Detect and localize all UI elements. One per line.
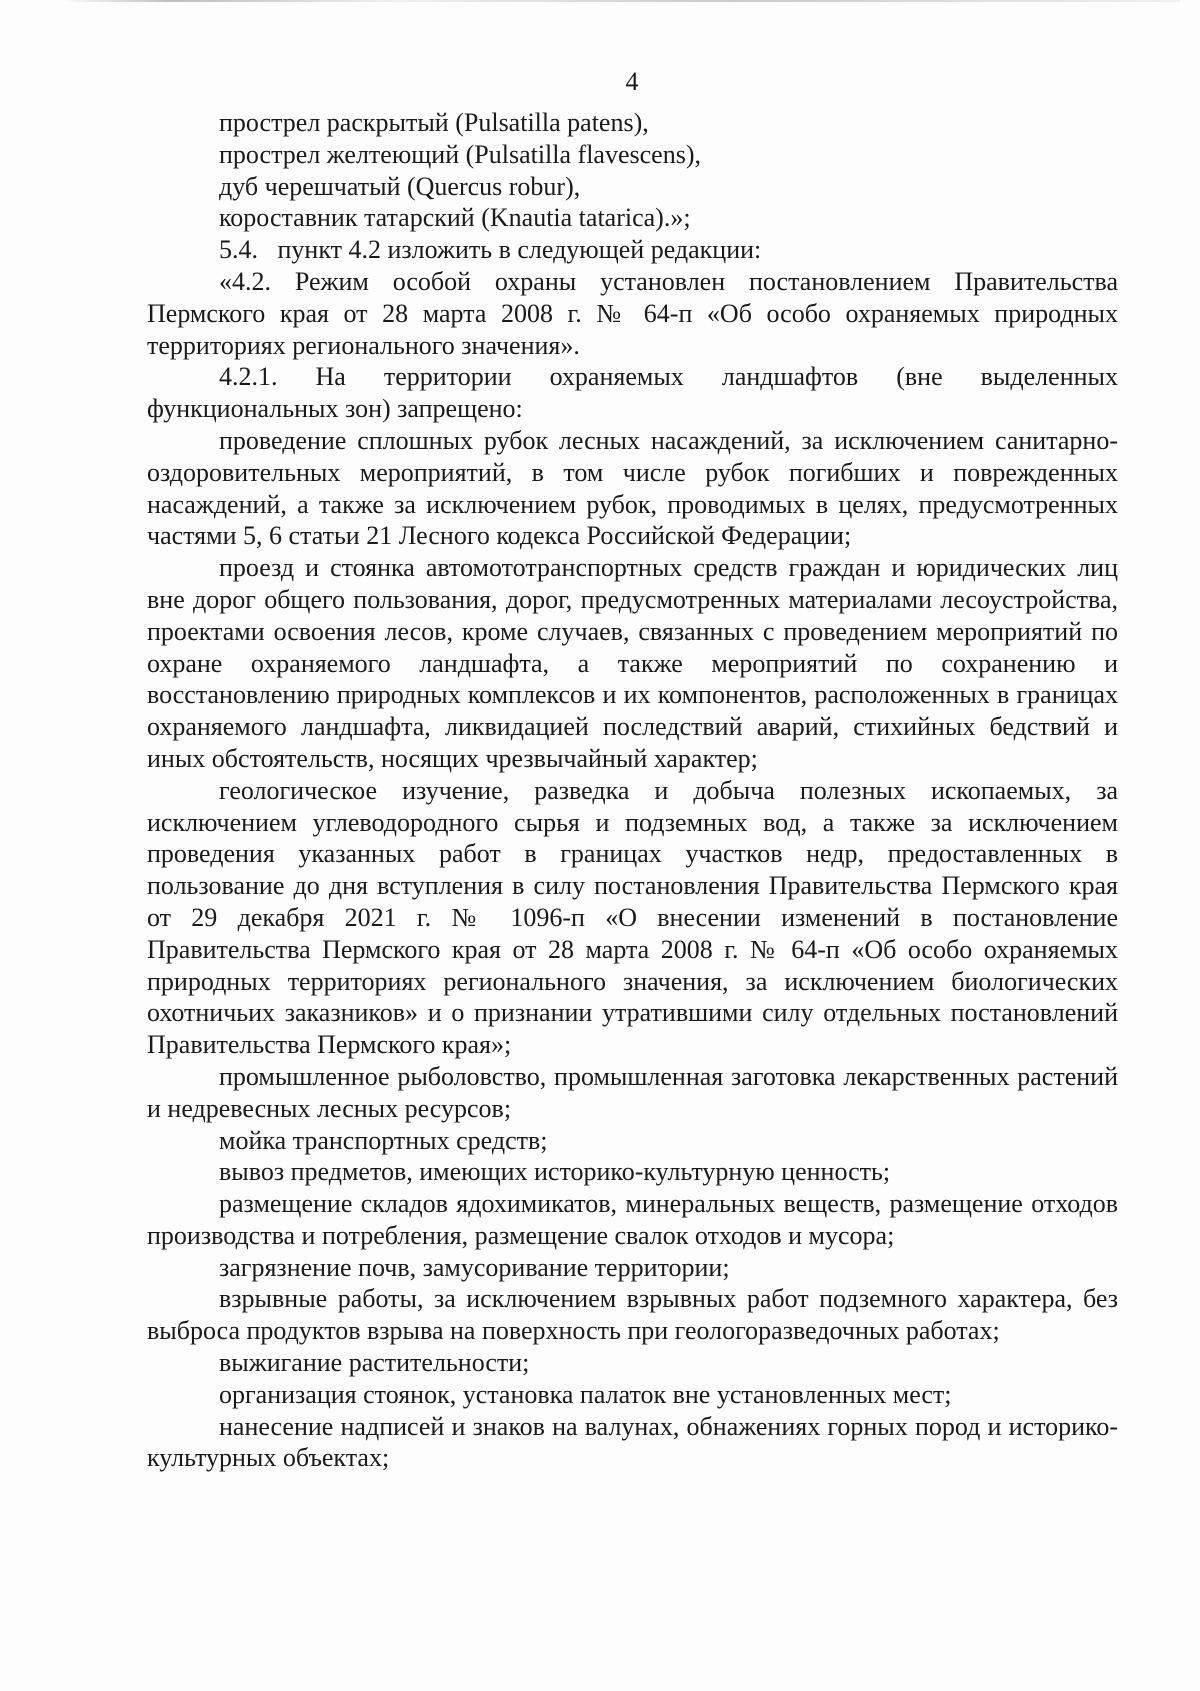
paragraph-vehicle-traffic: проезд и стоянка автомототранспортных средств граждан и юридических лиц вне дорог общего пользования, дорог, предусмотренных материалами лесоустройства, проектами освоения лесов, кроме случаев, связанных с проведением мероприятий по охране охраняемого ландшафта, а также мероприятий по сохранению и восстановлению природных комплексов и их компонентов, расположенных в границах охраняемого ландшафта, ликвидацией последствий аварий, стихийных бедствий и иных обстоятельств, носящих чрезвычайный характер; — [147, 553, 1118, 773]
paragraph-item-5-4: 5.4. пункт 4.2 изложить в следующей редакции: — [219, 235, 762, 265]
paragraph-burning: выжигание растительности; — [219, 1348, 530, 1378]
paragraph-inscriptions: нанесение надписей и знаков на валунах, обнажениях горных пород и историко-культурных объектах; — [147, 1411, 1118, 1473]
paragraph-4-2: «4.2. Режим особой охраны установлен постановлением Правительства Пермского края от 28 марта 2008 г. № 64-п «Об особо охраняемых природных территориях регионального значения». — [147, 266, 1118, 360]
paragraph-plant-3: дуб черешчатый (Quercus robur), — [219, 171, 581, 201]
paragraph-camping: организация стоянок, установка палаток вне установленных мест; — [219, 1379, 952, 1409]
paragraph-4-2-1: 4.2.1. На территории охраняемых ландшафтов (вне выделенных функциональных зон) запрещено: — [147, 362, 1118, 424]
paragraph-soil-pollution: загрязнение почв, замусоривание территории; — [219, 1252, 730, 1282]
paragraph-plant-2: прострел желтеющий (Pulsatilla flavescens), — [219, 139, 701, 169]
paragraph-geological-survey: геологическое изучение, разведка и добыча полезных ископаемых, за исключением углеводородного сырья и подземных вод, а также за исключением проведения указанных работ в границах участков недр, предоставленных в пользование до дня вступления в силу постановления Правительства Пермского края от 29 декабря 2021 г. № 1096-п «О внесении изменений в постановление Правительства Пермского края от 28 марта 2008 г. № 64-п «Об особо охраняемых природных территориях регионального значения, за исключением биологических охотничьих заказников» и о признании утратившими силу отдельных постановлений Правительства Пермского края»; — [147, 775, 1118, 1060]
paragraph-clear-cutting: проведение сплошных рубок лесных насаждений, за исключением санитарно-оздоровительных мероприятий, в том числе рубок погибших и поврежденных насаждений, а также за исключением рубок, проводимых в целях, предусмотренных частями 5, 6 статьи 21 Лесного кодекса Российской Федерации; — [147, 425, 1118, 551]
paragraph-vehicle-washing: мойка транспортных средств; — [219, 1125, 548, 1155]
paragraph-plant-4: короставник татарский (Knautia tatarica).»; — [219, 203, 691, 233]
scan-edge-rule — [60, 0, 1180, 2]
paragraph-blasting: взрывные работы, за исключением взрывных работ подземного характера, без выброса продуктов взрыва на поверхность при геологоразведочных работах; — [147, 1284, 1118, 1346]
paragraph-industrial-fishing: промышленное рыболовство, промышленная заготовка лекарственных растений и недревесных лесных ресурсов; — [147, 1061, 1118, 1123]
paragraph-plant-1: прострел раскрытый (Pulsatilla patens), — [219, 108, 649, 137]
page-number: 4 — [625, 67, 639, 96]
paragraph-cultural-items: вывоз предметов, имеющих историко-культурную ценность; — [219, 1157, 891, 1187]
paragraph-chemical-storage: размещение складов ядохимикатов, минеральных веществ, размещение отходов производства и потребления, размещение свалок отходов и мусора; — [147, 1189, 1118, 1250]
document-body — [147, 107, 1118, 1474]
